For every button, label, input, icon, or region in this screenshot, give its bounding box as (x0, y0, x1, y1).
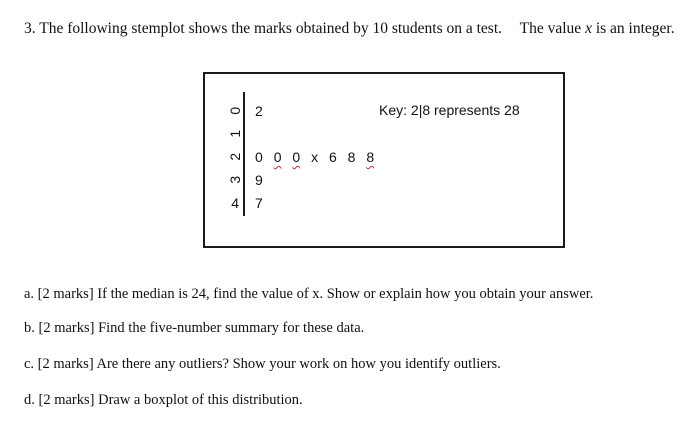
leaf-value: 6 (328, 149, 337, 165)
leaf-value: 0 (255, 149, 263, 165)
stem-value: 3 (226, 175, 243, 184)
leaf-value: x (311, 149, 319, 165)
leaf-value: 0 (292, 149, 301, 165)
part-c (24, 356, 501, 373)
stemplot-key: Key: 2|8 represents 28 (379, 102, 520, 118)
leaf-list (255, 100, 270, 122)
part-b (24, 320, 364, 337)
question-header (24, 20, 675, 38)
part-text: Find the five-number summary for these data. (98, 320, 365, 336)
question-number: 3. (24, 20, 36, 37)
leaf-list (255, 192, 270, 214)
leaf-value: 7 (255, 195, 263, 211)
stem-value: 1 (226, 129, 243, 138)
question-note-suffix: is an integer. (595, 20, 675, 37)
leaf-list (255, 146, 381, 168)
part-text: If the median is 24, find the value of x. Show or explain how you obtain your answer. (97, 286, 594, 302)
question-note-prefix: The value (519, 20, 582, 37)
part-label: b. [2 marks] (24, 320, 95, 336)
stem-value: 4 (231, 195, 239, 211)
part-text: Are there any outliers? Show your work on how you identify outliers. (96, 356, 501, 372)
stemplot-box (203, 72, 565, 248)
question-note-variable: x (585, 20, 592, 37)
leaf-value: 8 (347, 149, 356, 165)
part-text: Draw a boxplot of this distribution. (98, 392, 303, 408)
part-d (24, 392, 303, 409)
question-intro: The following stemplot shows the marks obtained by 10 students on a test. (39, 20, 503, 37)
part-label: c. [2 marks] (24, 356, 94, 372)
part-label: a. [2 marks] (24, 286, 94, 302)
part-a (24, 286, 593, 303)
leaf-value: 2 (255, 103, 263, 119)
leaf-value: 9 (255, 172, 263, 188)
stem-value: 0 (226, 106, 243, 115)
leaf-value: 0 (273, 149, 282, 165)
stem-value: 2 (226, 152, 243, 161)
leaf-list (255, 169, 270, 191)
part-label: d. [2 marks] (24, 392, 95, 408)
leaf-value: 8 (366, 149, 375, 165)
